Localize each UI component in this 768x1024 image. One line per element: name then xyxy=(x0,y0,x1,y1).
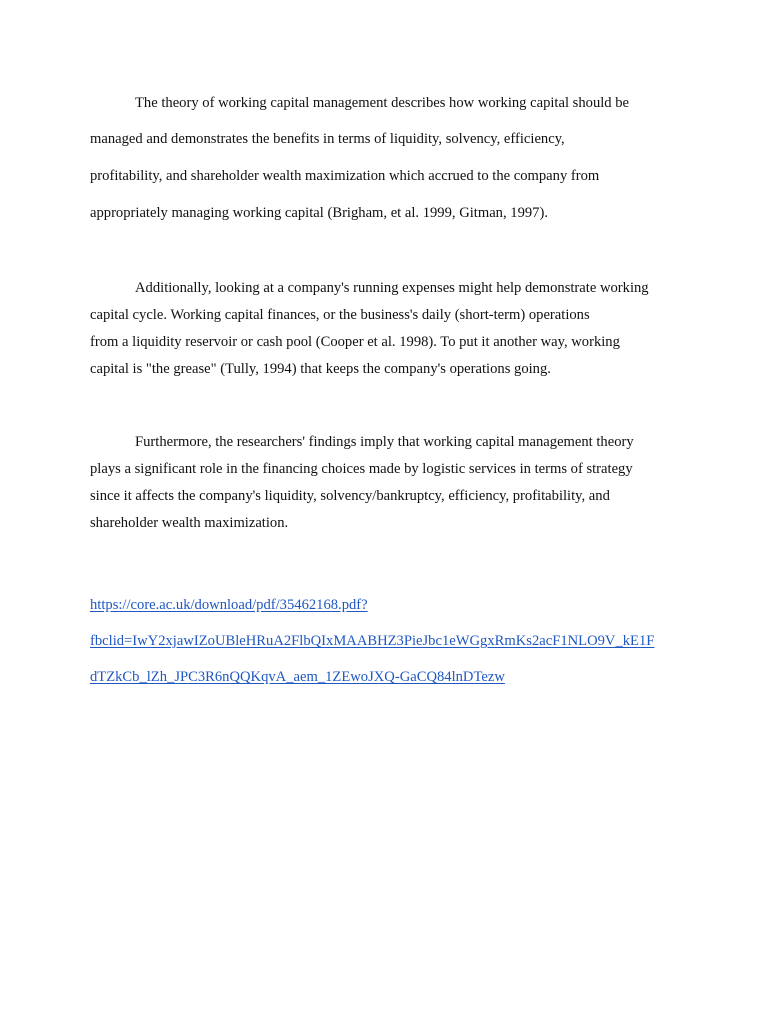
paragraph-line: from a liquidity reservoir or cash pool (Cooper et al. 1998). To put it another way, working xyxy=(90,334,620,350)
paragraph-line: Additionally, looking at a company's running expenses might help demonstrate working xyxy=(135,280,649,296)
paragraph-line: The theory of working capital management describes how working capital should be xyxy=(135,95,630,111)
paragraph-line: managed and demonstrates the benefits in terms of liquidity, solvency, efficiency, xyxy=(90,131,565,147)
paragraph-line: capital is "the grease" (Tully, 1994) that keeps the company's operations going. xyxy=(90,361,551,377)
paragraph-line: capital cycle. Working capital finances, or the business's daily (short-term) operations xyxy=(90,307,590,323)
hyperlink-line[interactable]: dTZkCb_lZh_JPC3R6nQQKqvA_aem_1ZEwoJXQ-GaCQ84lnDTezw xyxy=(90,669,505,685)
paragraph-line: Furthermore, the researchers' findings imply that working capital management theory xyxy=(135,434,634,450)
paragraph-line: since it affects the company's liquidity, solvency/bankruptcy, efficiency, profitability, and xyxy=(90,488,610,504)
paragraph-line: shareholder wealth maximization. xyxy=(90,515,289,531)
paragraph-line: profitability, and shareholder wealth maximization which accrued to the company from xyxy=(90,168,600,184)
paragraph-line: plays a significant role in the financing choices made by logistic services in terms of strategy xyxy=(90,461,633,477)
hyperlink-line[interactable]: https://core.ac.uk/download/pdf/35462168.pdf? xyxy=(90,597,368,613)
hyperlink-line[interactable]: fbclid=IwY2xjawIZoUBleHRuA2FlbQIxMAABHZ3PieJbc1eWGgxRmKs2acF1NLO9V_kE1F xyxy=(90,633,655,649)
paragraph-line: appropriately managing working capital (Brigham, et al. 1999, Gitman, 1997). xyxy=(90,205,548,221)
